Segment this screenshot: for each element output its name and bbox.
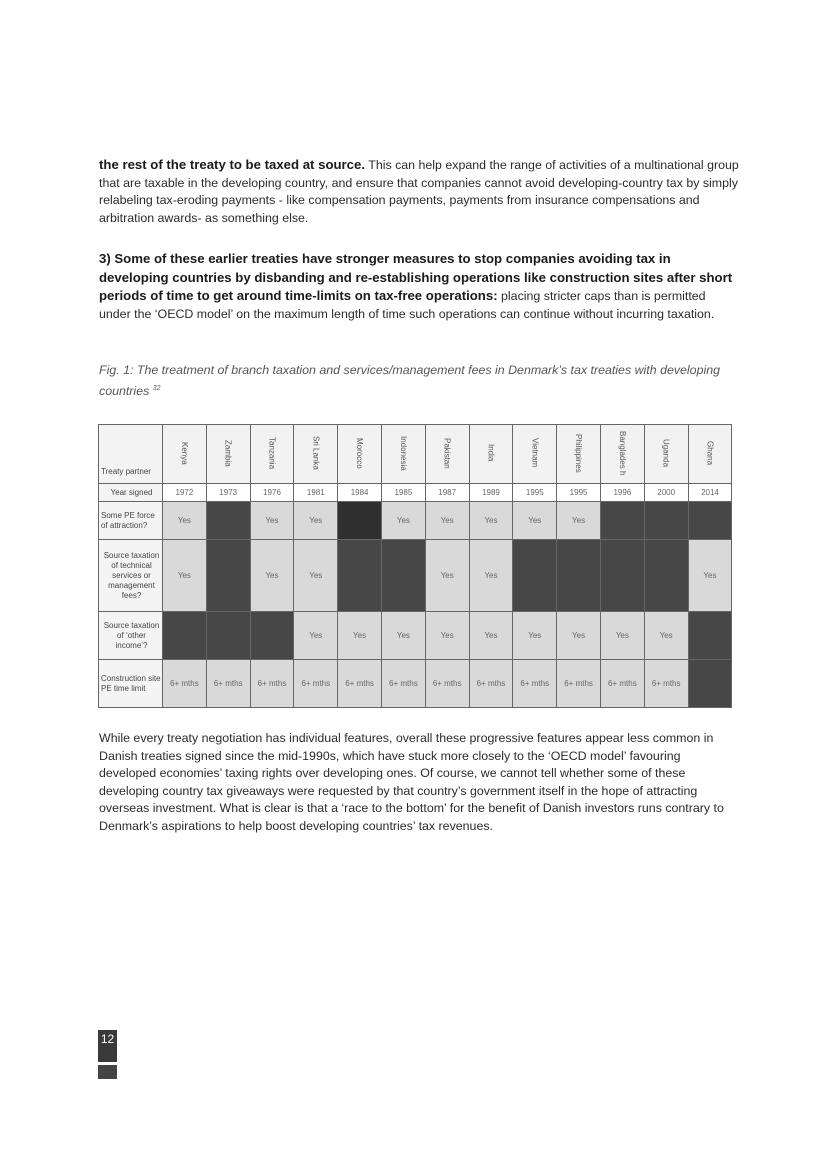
no-cell bbox=[206, 612, 250, 660]
country-cell: Kenya bbox=[163, 425, 207, 484]
year-cell: 1976 bbox=[250, 484, 294, 502]
construction-row bbox=[99, 660, 732, 708]
yes-cell: Yes bbox=[557, 502, 601, 540]
treaty-partner-label: Treaty partner bbox=[99, 425, 163, 484]
no-cell bbox=[338, 540, 382, 612]
yes-cell: Yes bbox=[425, 540, 469, 612]
no-cell bbox=[600, 540, 644, 612]
no-cell bbox=[338, 502, 382, 540]
yes-cell: Yes bbox=[469, 502, 513, 540]
months-cell: 6+ mths bbox=[338, 660, 382, 708]
year-cell: 1989 bbox=[469, 484, 513, 502]
no-cell bbox=[600, 502, 644, 540]
no-cell bbox=[557, 540, 601, 612]
year-cell: 1996 bbox=[600, 484, 644, 502]
months-cell: 6+ mths bbox=[206, 660, 250, 708]
paragraph-1-text: This can help expand the range of activities of a multinational group that are taxable in the developing country, and ensure that companies cannot avoid developing-country tax by simply relabeling tax-eroding payments - like compensation payments, payments from insurance compensations and arbitration awards- as something else. bbox=[99, 158, 739, 225]
page-marker bbox=[98, 1065, 117, 1079]
months-cell: 6+ mths bbox=[381, 660, 425, 708]
months-cell: 6+ mths bbox=[163, 660, 207, 708]
yes-cell: Yes bbox=[557, 612, 601, 660]
yes-cell: Yes bbox=[250, 502, 294, 540]
country-cell: Pakistan bbox=[425, 425, 469, 484]
yes-cell: Yes bbox=[381, 612, 425, 660]
country-cell: Vietnam bbox=[513, 425, 557, 484]
months-cell: 6+ mths bbox=[294, 660, 338, 708]
country-cell: Banglades h bbox=[600, 425, 644, 484]
year-cell: 1972 bbox=[163, 484, 207, 502]
no-cell bbox=[163, 612, 207, 660]
treaty-table bbox=[98, 424, 732, 708]
footnote-ref: 32 bbox=[152, 384, 161, 392]
no-cell bbox=[644, 540, 688, 612]
months-cell: 6+ mths bbox=[513, 660, 557, 708]
year-cell: 2000 bbox=[644, 484, 688, 502]
yes-cell: Yes bbox=[469, 540, 513, 612]
fees-row bbox=[99, 540, 732, 612]
figure-caption bbox=[99, 362, 739, 400]
months-cell: 6+ mths bbox=[469, 660, 513, 708]
pe-force-row bbox=[99, 502, 732, 540]
year-cell: 1985 bbox=[381, 484, 425, 502]
pe-force-label: Some PE force of attraction? bbox=[99, 502, 163, 540]
country-cell: Zambia bbox=[206, 425, 250, 484]
country-cell: Morocco bbox=[338, 425, 382, 484]
country-cell: Indonesia bbox=[381, 425, 425, 484]
no-cell bbox=[381, 540, 425, 612]
country-cell: Sri Lanka bbox=[294, 425, 338, 484]
country-cell: Uganda bbox=[644, 425, 688, 484]
months-cell: 6+ mths bbox=[557, 660, 601, 708]
other-income-label: Source taxation of ‘other income’? bbox=[99, 612, 163, 660]
no-cell bbox=[250, 612, 294, 660]
months-cell: 6+ mths bbox=[644, 660, 688, 708]
no-cell bbox=[206, 540, 250, 612]
year-signed-label: Year signed bbox=[99, 484, 163, 502]
yes-cell: Yes bbox=[163, 540, 207, 612]
yes-cell: Yes bbox=[425, 612, 469, 660]
year-cell: 1995 bbox=[513, 484, 557, 502]
yes-cell: Yes bbox=[338, 612, 382, 660]
other-income-row bbox=[99, 612, 732, 660]
yes-cell: Yes bbox=[294, 612, 338, 660]
no-cell bbox=[688, 612, 732, 660]
yes-cell: Yes bbox=[381, 502, 425, 540]
paragraph-1-bold: the rest of the treaty to be taxed at source. bbox=[99, 157, 366, 172]
no-cell bbox=[206, 502, 250, 540]
year-cell: 1987 bbox=[425, 484, 469, 502]
page-number-box bbox=[98, 1030, 117, 1062]
year-row bbox=[99, 484, 732, 502]
yes-cell: Yes bbox=[425, 502, 469, 540]
yes-cell: Yes bbox=[513, 502, 557, 540]
yes-cell: Yes bbox=[644, 612, 688, 660]
country-cell: India bbox=[469, 425, 513, 484]
paragraph-2 bbox=[99, 250, 739, 323]
year-cell: 2014 bbox=[688, 484, 732, 502]
yes-cell: Yes bbox=[688, 540, 732, 612]
paragraph-1 bbox=[99, 156, 739, 227]
yes-cell: Yes bbox=[294, 502, 338, 540]
year-cell: 1981 bbox=[294, 484, 338, 502]
paragraph-2-bold: 3) Some of these earlier treaties have stronger measures to stop companies avoiding tax in developing countries by disbanding and re-establishing operations like construction sites after short periods of time to get around time-limits on tax-free operations: bbox=[99, 251, 733, 304]
country-cell: Ghana bbox=[688, 425, 732, 484]
yes-cell: Yes bbox=[250, 540, 294, 612]
yes-cell: Yes bbox=[163, 502, 207, 540]
yes-cell: Yes bbox=[294, 540, 338, 612]
fees-label: Source taxation of technical services or management fees? bbox=[99, 540, 163, 612]
page-number: 12 bbox=[100, 1032, 115, 1046]
year-cell: 1984 bbox=[338, 484, 382, 502]
construction-label: Construction site PE time limit bbox=[99, 660, 163, 708]
no-cell bbox=[513, 540, 557, 612]
country-cell: Tanzania bbox=[250, 425, 294, 484]
yes-cell: Yes bbox=[513, 612, 557, 660]
year-cell: 1995 bbox=[557, 484, 601, 502]
months-cell: 6+ mths bbox=[600, 660, 644, 708]
no-cell bbox=[688, 660, 732, 708]
yes-cell: Yes bbox=[469, 612, 513, 660]
paragraph-2-text: placing stricter caps than is permitted under the ‘OECD model’ on the maximum length of time such operations can continue without incurring taxation. bbox=[99, 289, 715, 321]
months-cell: 6+ mths bbox=[250, 660, 294, 708]
year-cell: 1973 bbox=[206, 484, 250, 502]
no-cell bbox=[688, 502, 732, 540]
no-cell bbox=[644, 502, 688, 540]
country-row bbox=[99, 425, 732, 484]
yes-cell: Yes bbox=[600, 612, 644, 660]
figure-caption-text: Fig. 1: The treatment of branch taxation and services/management fees in Denmark’s tax treaties with developing countries bbox=[99, 363, 721, 398]
country-cell: Philippines bbox=[557, 425, 601, 484]
months-cell: 6+ mths bbox=[425, 660, 469, 708]
paragraph-4: While every treaty negotiation has individual features, overall these progressive features appear less common in Danish treaties signed since the mid-1990s, which have stuck more closely to the ‘OECD model’ favouring developed economies’ taxing rights over developing ones. Of course, we cannot tell whether some of these developing country tax giveaways were requested by that country’s government itself in the hope of attracting overseas investment. What is clear is that a ‘race to the bottom’ for the benefit of Danish investors runs contrary to Denmark’s aspirations to help boost developing countries’ tax revenues. bbox=[99, 731, 724, 833]
